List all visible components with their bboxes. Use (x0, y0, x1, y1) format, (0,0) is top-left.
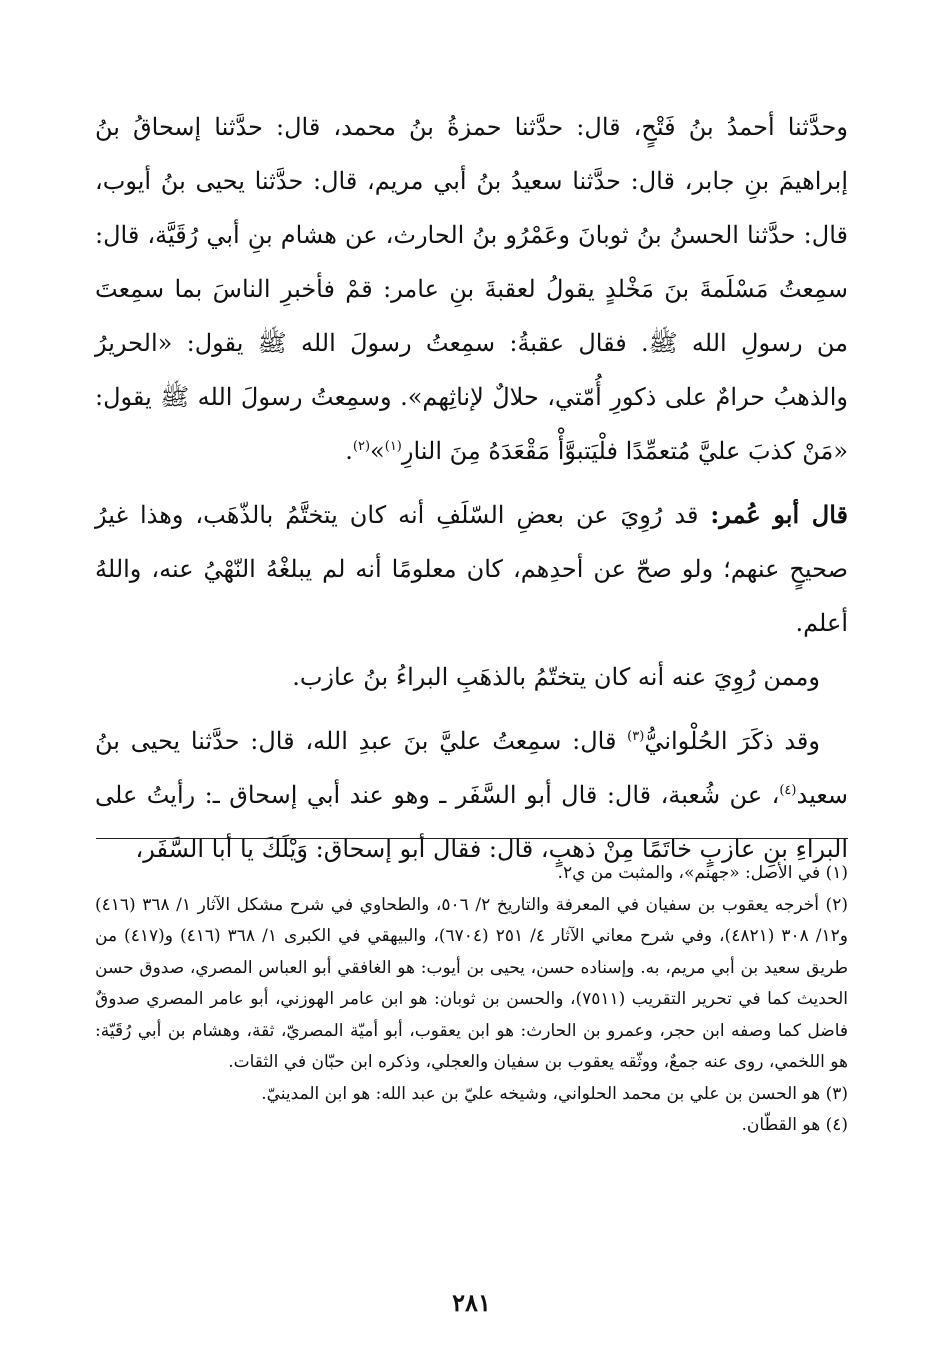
page-number: ٢٨١ (452, 1288, 491, 1317)
paragraph-hadith-chain (95, 100, 848, 478)
footnote-2: (٢) أخرجه يعقوب بن سفيان في المعرفة والتاريخ ٢/ ٥٠٦، والطحاوي في شرح مشكل الآثار ١/ ٣٦٨ (٤١٦) و١٢/ ٣٠٨ (٤٨٢١)، وفي شرح معاني الآثار ٤/ ٢٥١ (٦٧٠٤)، والبيهقي في الكبرى ١/ ٣٦٨ (٤١٦) و(٤١٧) من طريق سعيد بن أبي مريم، به. وإسناده حسن، يحيى بن أيوب: هو الغافقي أبو العباس المصري، صدوق حسن الحديث كما في تحرير التقريب (٧٥١١)، والحسن بن ثوبان: هو ابن عامر الهوزني، أبو عامر المصري صدوقٌ فاضل كما وصفه ابن حجر، وعمرو بن الحارث: هو ابن يعقوب، أبو أميّة المصريّ، ثقة، وهشام بن أبي رُقَيّة: هو اللخمي، روى عنه جمعٌ، ووثّقه يعقوب بن سفيان والعجلي، وذكره ابن حبّان في الثقات. (95, 894, 849, 1072)
quote-close: » (370, 437, 385, 465)
footnote-ref-3: (٣) (627, 729, 645, 744)
footnote-ref-1: (١) (384, 439, 402, 454)
speaker-label: قال أبو عُمر: (710, 500, 848, 529)
paragraph-hulwani (95, 714, 848, 876)
paragraph-abu-umar (95, 488, 848, 650)
footnote-separator (96, 838, 848, 839)
paragraph-text: قد رُوِيَ عن بعضِ السّلَفِ أنه كان يتختَّمُ بالذّهَب، وهذا غيرُ صحيحٍ عنهم؛ ولو صحّ عن أحدِهم، كان معلومًا أنه لم يبلغْهُ النّهْيُ عنه، واللهُ أعلم. (95, 501, 848, 637)
paragraph-text-c: ، عن شُعبة، قال: قال أبو السَّفَر ـ وهو عند أبي إسحاق ـ: رأيتُ على البراءِ بنِ عازبٍ خاتَمًا مِنْ ذهبٍ، قال: فقال أبو إسحاق: وَيْلَكَ يا أبا السَّفَر، (95, 781, 848, 863)
footnote-ref-2: (٢) (352, 439, 371, 454)
footnote-1: (١) في الأصل: «جهنم»، والمثبت من ي٢. (557, 863, 848, 883)
footnote-3: (٣) هو الحسن بن علي بن محمد الحلواني، وشيخه عليّ بن عبد الله: هو ابن المدينيّ. (261, 1083, 848, 1104)
paragraph-text-b: قال: سمِعتُ عليَّ بنَ عبدِ الله، قال: حدَّثنا يحيى بنُ سعيد (95, 727, 849, 809)
footnotes-block (95, 858, 848, 1142)
paragraph-text-a: وقد ذكَرَ الحُلْوانيُّ (644, 727, 820, 755)
paragraph-bara (95, 650, 848, 704)
paragraph-text: وممن رُوِيَ عنه أنه كان يتختّمُ بالذهَبِ البراءُ بنُ عازب. (292, 663, 820, 691)
main-text-block (95, 100, 848, 876)
footnote-4: (٤) هو القطّان. (741, 1115, 848, 1135)
footnote-ref-4: (٤) (779, 783, 797, 798)
sentence-end: . (345, 437, 353, 465)
paragraph-text: وحدَّثنا أحمدُ بنُ فَتْحٍ، قال: حدَّثنا حمزةُ بنُ محمد، قال: حدَّثنا إسحاقُ بنُ إبراهيمَ بنِ جابر، قال: حدَّثنا سعيدُ بنُ أبي مريم، قال: حدَّثنا يحيى بنُ أيوب، قال: حدَّثنا الحسنُ بنُ ثوبانَ وعَمْرُو بنُ الحارث، عن هشام بنِ أبي رُقَيَّة، قال: سمِعتُ مَسْلَمةَ بنَ مَخْلدٍ يقولُ لعقبةَ بنِ عامر: قمْ فأخبرِ الناسَ بما سمِعتَ من رسولِ الله ﷺ. فقال عقبةُ: سمِعتُ رسولَ الله ﷺ يقول: «الحريرُ والذهبُ حرامٌ على ذكورِ أُمّتي، حلالٌ لإناثِهم». وسمِعتُ رسولَ الله ﷺ يقول: «مَنْ كذبَ عليَّ مُتعمِّدًا فلْيَتبوَّأْ مَقْعَدَهُ مِنَ النارِ (95, 113, 848, 465)
